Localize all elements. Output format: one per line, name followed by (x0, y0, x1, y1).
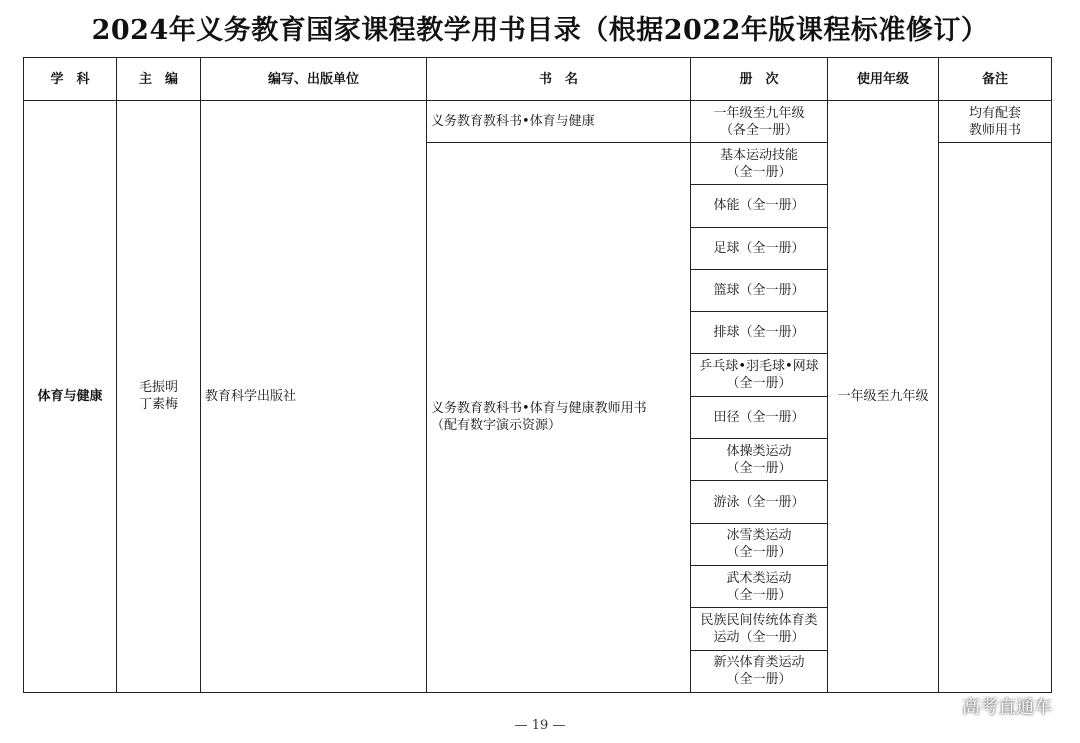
note-cell-empty (939, 143, 1052, 693)
volume-cell: 武术类运动 （全一册） (691, 565, 828, 607)
volume-cell: 游泳（全一册） (691, 481, 828, 523)
header-note: 备注 (939, 58, 1052, 101)
header-volume: 册 次 (691, 58, 828, 101)
grade-cell: 一年级至九年级 (828, 101, 939, 693)
page-number: — 19 — (514, 718, 566, 733)
header-book-name: 书 名 (427, 58, 691, 101)
volume-cell: 基本运动技能 （全一册） (691, 143, 828, 185)
watermark: 高考直通车 (962, 697, 1052, 718)
volume-cell: 冰雪类运动 （全一册） (691, 523, 828, 565)
volume-cell: 田径（全一册） (691, 396, 828, 438)
header-publisher: 编写、出版单位 (201, 58, 427, 101)
header-editor: 主 编 (117, 58, 201, 101)
subject-cell: 体育与健康 (24, 101, 117, 693)
editors-cell: 毛振明 丁素梅 (117, 101, 201, 693)
textbook-catalog-table (23, 57, 1052, 693)
book-name-cell: 义务教育教科书•体育与健康 (427, 101, 691, 143)
note-cell: 均有配套 教师用书 (939, 101, 1052, 143)
volume-cell: 足球（全一册） (691, 227, 828, 269)
volume-cell: 新兴体育类运动 （全一册） (691, 650, 828, 692)
header-grade: 使用年级 (828, 58, 939, 101)
header-row (24, 58, 1052, 101)
volume-cell: 体操类运动 （全一册） (691, 439, 828, 481)
volume-cell: 篮球（全一册） (691, 269, 828, 311)
volume-cell: 民族民间传统体育类 运动（全一册） (691, 608, 828, 650)
volume-cell: 排球（全一册） (691, 312, 828, 354)
volume-cell: 体能（全一册） (691, 185, 828, 227)
table-row (24, 101, 1052, 143)
page-title: 2024年义务教育国家课程教学用书目录（根据2022年版课程标准修订） (91, 15, 989, 46)
book-name-cell: 义务教育教科书•体育与健康教师用书 （配有数字演示资源） (427, 143, 691, 693)
volume-cell: 一年级至九年级 （各全一册） (691, 101, 828, 143)
volume-cell: 乒乓球•羽毛球•网球 （全一册） (691, 354, 828, 396)
publisher-cell: 教育科学出版社 (201, 101, 427, 693)
header-subject: 学 科 (24, 58, 117, 101)
